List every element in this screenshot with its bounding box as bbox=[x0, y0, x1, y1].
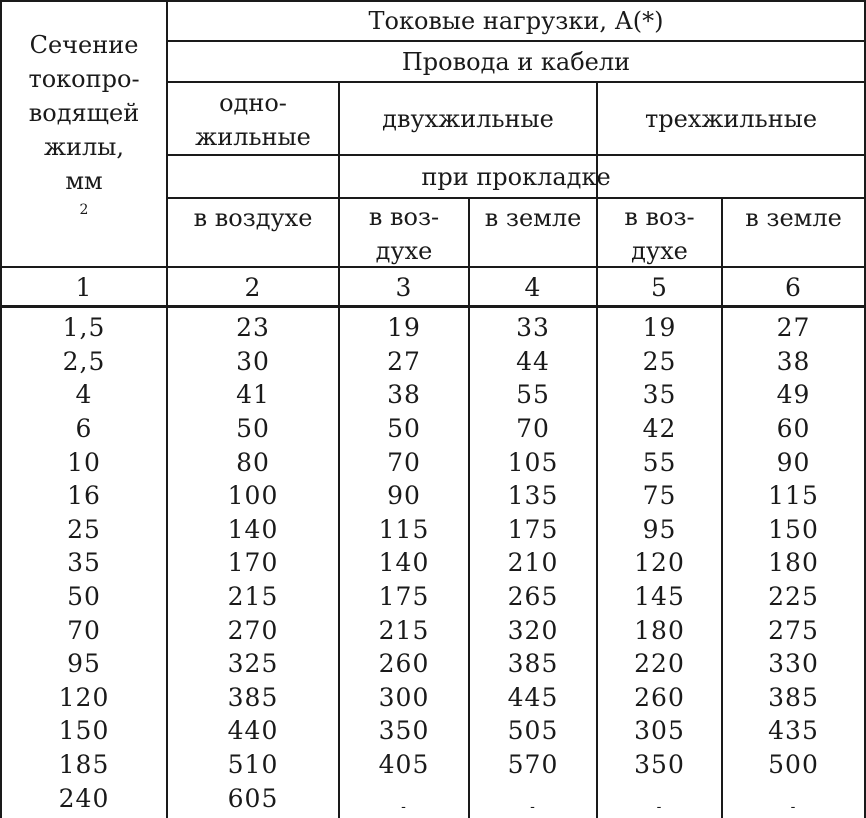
table-subtitle-text: Провода и кабели bbox=[401, 47, 631, 76]
section-header bbox=[2, 31, 166, 218]
current-value-cell: 215 bbox=[227, 582, 279, 612]
cross-section-cell: 185 bbox=[58, 750, 110, 780]
column-number: 4 bbox=[524, 272, 542, 302]
current-value-cell: 385 bbox=[768, 682, 819, 712]
current-value-cell: 445 bbox=[507, 682, 559, 712]
current-value-cell: 170 bbox=[227, 548, 279, 578]
current-value-cell: 225 bbox=[768, 582, 819, 612]
current-value-cell: 30 bbox=[236, 346, 270, 376]
cross-section-cell: 50 bbox=[67, 582, 101, 612]
current-value-cell: 115 bbox=[378, 514, 430, 544]
current-value-cell: 90 bbox=[776, 447, 811, 477]
current-value-cell: 35 bbox=[642, 380, 677, 410]
current-value-cell: 105 bbox=[507, 447, 559, 477]
group-single-line: жильные bbox=[195, 123, 311, 151]
group-three-text: трехжильные bbox=[644, 104, 818, 133]
current-value-cell: 435 bbox=[768, 716, 819, 746]
group-single-core bbox=[168, 86, 338, 154]
current-value-cell: 500 bbox=[768, 750, 819, 780]
table-title bbox=[168, 2, 864, 40]
group-two-text: двухжильные bbox=[382, 104, 554, 133]
table-title-text: Токовые нагрузки, А(*) bbox=[368, 7, 664, 35]
current-value-cell: 38 bbox=[387, 380, 421, 410]
cross-section-cell: 16 bbox=[67, 481, 101, 511]
subheader-col4 bbox=[470, 200, 596, 236]
current-value-cell: 180 bbox=[634, 615, 685, 645]
cross-section-cell: 120 bbox=[58, 682, 110, 712]
subheader-line: в воздухе bbox=[193, 204, 313, 232]
cross-section-cell: 25 bbox=[67, 514, 101, 544]
section-header-unit: мм $^2$ bbox=[65, 167, 103, 218]
current-value-cell: 140 bbox=[378, 548, 430, 578]
section-header-line: жилы, bbox=[43, 133, 125, 161]
current-value-cell: 385 bbox=[227, 682, 279, 712]
subheader-line: в земле bbox=[745, 204, 842, 232]
subheader-col3 bbox=[340, 200, 468, 268]
current-value-cell: 23 bbox=[236, 313, 270, 343]
cross-section-cell: 150 bbox=[58, 716, 110, 746]
current-value-cell: 300 bbox=[378, 682, 430, 712]
cross-section-cell: 1,5 bbox=[62, 313, 106, 343]
current-value-cell: 150 bbox=[768, 514, 819, 544]
current-value-cell: 320 bbox=[507, 615, 559, 645]
current-value-cell: 385 bbox=[507, 649, 559, 679]
current-value-cell: 19 bbox=[387, 313, 421, 343]
subheader-line: духе bbox=[631, 237, 688, 265]
current-value-cell: 60 bbox=[776, 414, 811, 444]
current-value-cell: 145 bbox=[634, 582, 685, 612]
current-value-cell: 505 bbox=[507, 716, 559, 746]
current-value-cell: 180 bbox=[768, 548, 819, 578]
current-value-cell: 120 bbox=[634, 548, 685, 578]
current-value-cell: 49 bbox=[776, 380, 811, 410]
section-header-line: Сечение bbox=[29, 31, 139, 59]
current-value-cell: 42 bbox=[642, 414, 677, 444]
current-value-cell: 210 bbox=[507, 548, 559, 578]
current-value-cell: 220 bbox=[634, 649, 685, 679]
current-value-cell: 570 bbox=[507, 750, 559, 780]
current-value-cell: 350 bbox=[378, 716, 430, 746]
current-value-cell: 405 bbox=[378, 750, 430, 780]
cross-section-cell: 95 bbox=[67, 649, 101, 679]
current-value-cell: 44 bbox=[516, 346, 550, 376]
cross-section-cell: 35 bbox=[67, 548, 101, 578]
current-value-cell: 260 bbox=[634, 682, 685, 712]
current-value-cell: - bbox=[401, 798, 407, 815]
current-value-cell: 25 bbox=[642, 346, 677, 376]
current-value-cell: 440 bbox=[227, 716, 279, 746]
current-value-cell: 27 bbox=[387, 346, 421, 376]
current-value-cell: 510 bbox=[227, 750, 279, 780]
current-value-cell: 140 bbox=[227, 514, 279, 544]
current-value-cell: 100 bbox=[227, 481, 279, 511]
current-value-cell: 325 bbox=[227, 649, 279, 679]
subheader-line: в воз- bbox=[624, 203, 695, 231]
subheader-line: духе bbox=[375, 237, 433, 265]
current-value-cell: 115 bbox=[768, 481, 819, 511]
current-value-cell: - bbox=[790, 798, 797, 815]
current-value-cell: 90 bbox=[387, 481, 421, 511]
current-value-cell: 270 bbox=[227, 615, 279, 645]
numbers-bottom bbox=[0, 305, 866, 308]
cross-section-cell: 2,5 bbox=[62, 346, 106, 376]
table-subtitle bbox=[168, 42, 864, 81]
current-value-cell: 305 bbox=[634, 716, 685, 746]
laying-divider bbox=[166, 197, 866, 199]
subheader-col6 bbox=[723, 200, 864, 236]
column-number: 2 bbox=[244, 272, 262, 302]
cross-section-cell: 240 bbox=[58, 783, 110, 813]
column-number: 1 bbox=[75, 272, 93, 302]
group-single-line: одно- bbox=[219, 89, 287, 117]
current-value-cell: 275 bbox=[768, 615, 819, 645]
current-value-cell: 55 bbox=[642, 447, 677, 477]
current-value-cell: 330 bbox=[768, 649, 819, 679]
current-value-cell: 33 bbox=[516, 313, 550, 343]
current-value-cell: 70 bbox=[516, 414, 550, 444]
current-value-cell: 38 bbox=[776, 346, 811, 376]
current-value-cell: 75 bbox=[642, 481, 677, 511]
current-value-cell: 135 bbox=[507, 481, 559, 511]
current-value-cell: 265 bbox=[507, 582, 559, 612]
laying-header-text: при прокладке bbox=[421, 162, 611, 191]
current-value-cell: 27 bbox=[776, 313, 811, 343]
cross-section-cell: 6 bbox=[75, 414, 93, 444]
current-value-cell: 260 bbox=[378, 649, 430, 679]
current-value-cell: 50 bbox=[387, 414, 421, 444]
cross-section-cell: 10 bbox=[67, 447, 101, 477]
current-value-cell: 50 bbox=[236, 414, 270, 444]
cross-section-cell: 70 bbox=[67, 615, 101, 645]
current-value-cell: 350 bbox=[634, 750, 685, 780]
subheader-col5 bbox=[598, 200, 721, 268]
current-value-cell: 19 bbox=[642, 313, 677, 343]
current-value-cell: 80 bbox=[236, 447, 270, 477]
section-header-line: водящей bbox=[28, 99, 140, 127]
subheader-col2 bbox=[168, 200, 338, 236]
column-number: 3 bbox=[395, 272, 413, 302]
section-header-line: токопро- bbox=[28, 65, 140, 93]
cross-section-cell: 4 bbox=[75, 380, 93, 410]
group-three-core bbox=[598, 83, 864, 154]
laying-header bbox=[168, 156, 864, 197]
current-value-cell: 215 bbox=[378, 615, 430, 645]
column-number: 5 bbox=[651, 272, 668, 302]
group-two-core bbox=[340, 83, 596, 154]
current-value-cell: 55 bbox=[516, 380, 550, 410]
current-value-cell: 95 bbox=[642, 514, 677, 544]
current-value-cell: 175 bbox=[378, 582, 430, 612]
current-value-cell: 41 bbox=[236, 380, 270, 410]
current-value-cell: - bbox=[530, 798, 536, 815]
current-value-cell: 175 bbox=[507, 514, 559, 544]
current-value-cell: 70 bbox=[387, 447, 421, 477]
subheader-line: в воз- bbox=[368, 203, 440, 231]
column-number: 6 bbox=[785, 272, 802, 302]
subheader-line: в земле bbox=[484, 204, 582, 232]
current-value-cell: - bbox=[656, 798, 663, 815]
current-value-cell: 605 bbox=[227, 783, 279, 813]
